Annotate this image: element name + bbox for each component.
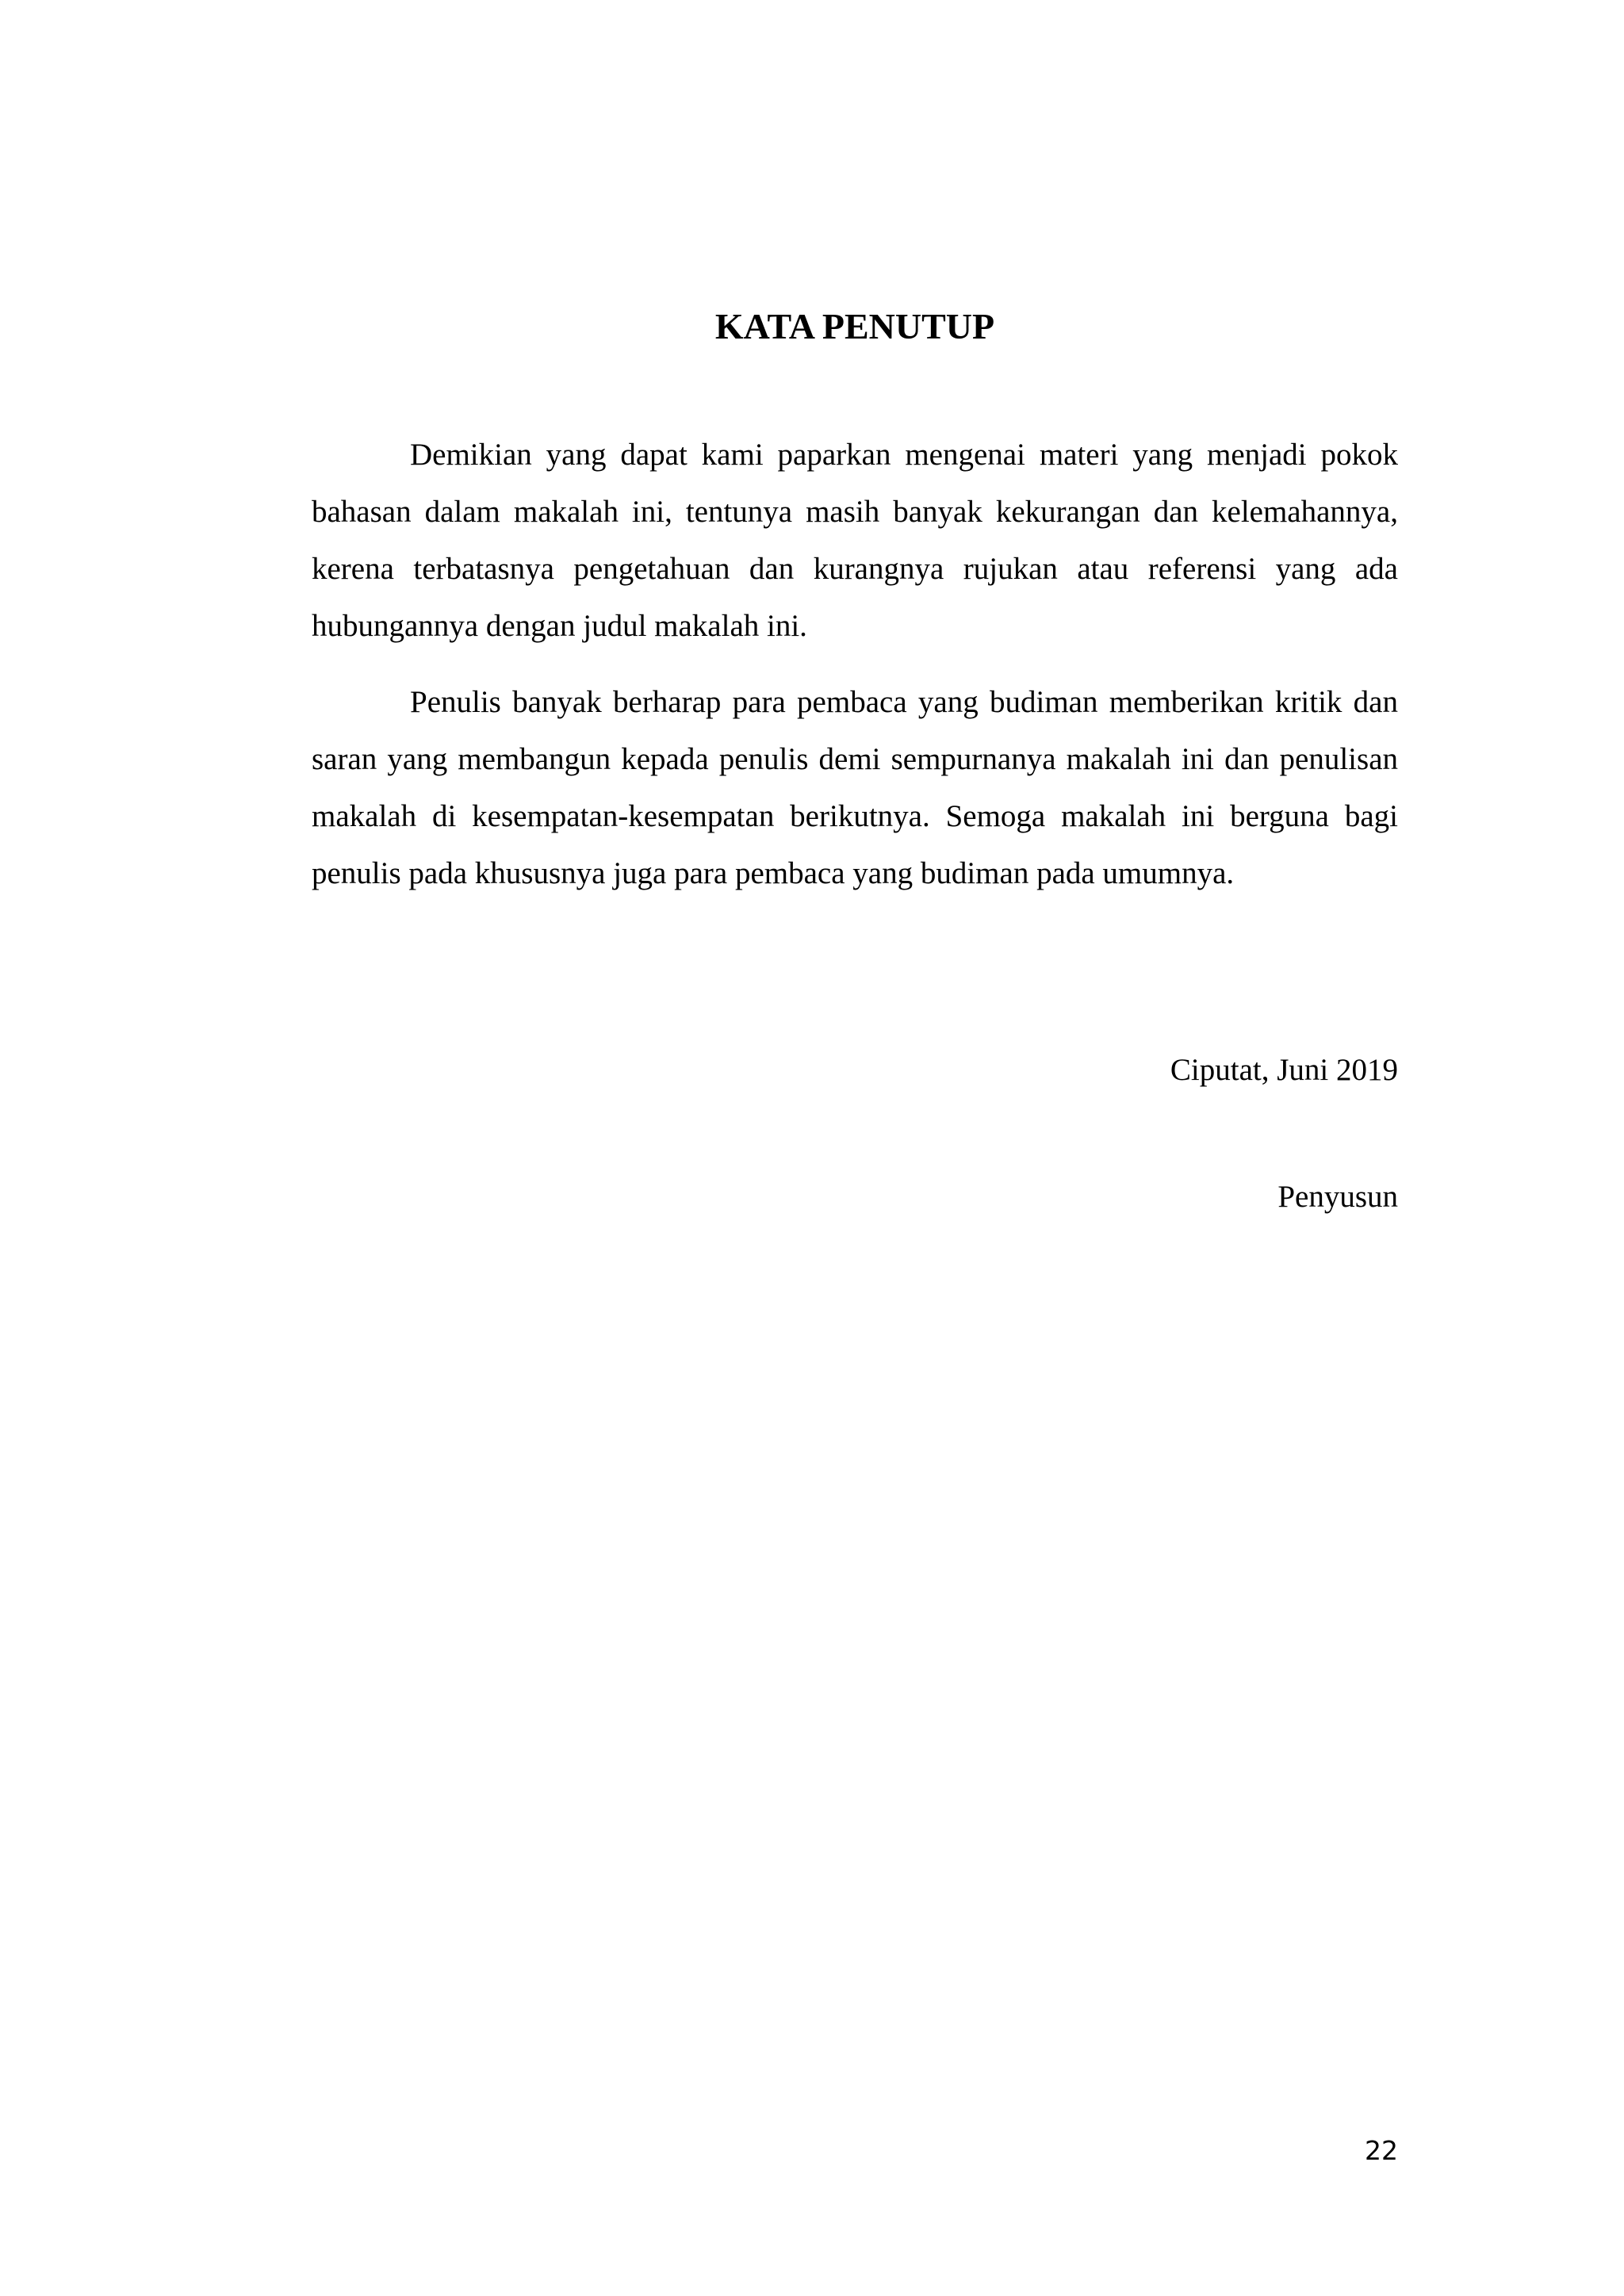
- place-date: Ciputat, Juni 2019: [1170, 1053, 1398, 1087]
- paragraph-1: Demikian yang dapat kami paparkan mengenai materi yang menjadi pokok bahasan dalam makalah ini, tentunya masih banyak kekurangan dan kelemahannya, kerena terbatasnya pengetahuan dan kurangnya rujukan atau referensi yang ada hubungannya dengan judul makalah ini.: [312, 438, 1398, 643]
- page-number: 22: [1365, 2135, 1398, 2166]
- paragraph-2: Penulis banyak berharap para pembaca yang budiman memberikan kritik dan saran yang membangun kepada penulis demi sempurnanya makalah ini dan penulisan makalah di kesempatan-kesempatan berikutnya. Semoga makalah ini berguna bagi penulis pada khususnya juga para pembaca yang budiman pada umumnya.: [312, 685, 1398, 890]
- signature-label: Penyusun: [1277, 1180, 1398, 1214]
- body-text: [312, 427, 1398, 921]
- page-title: KATA PENUTUP: [714, 306, 995, 346]
